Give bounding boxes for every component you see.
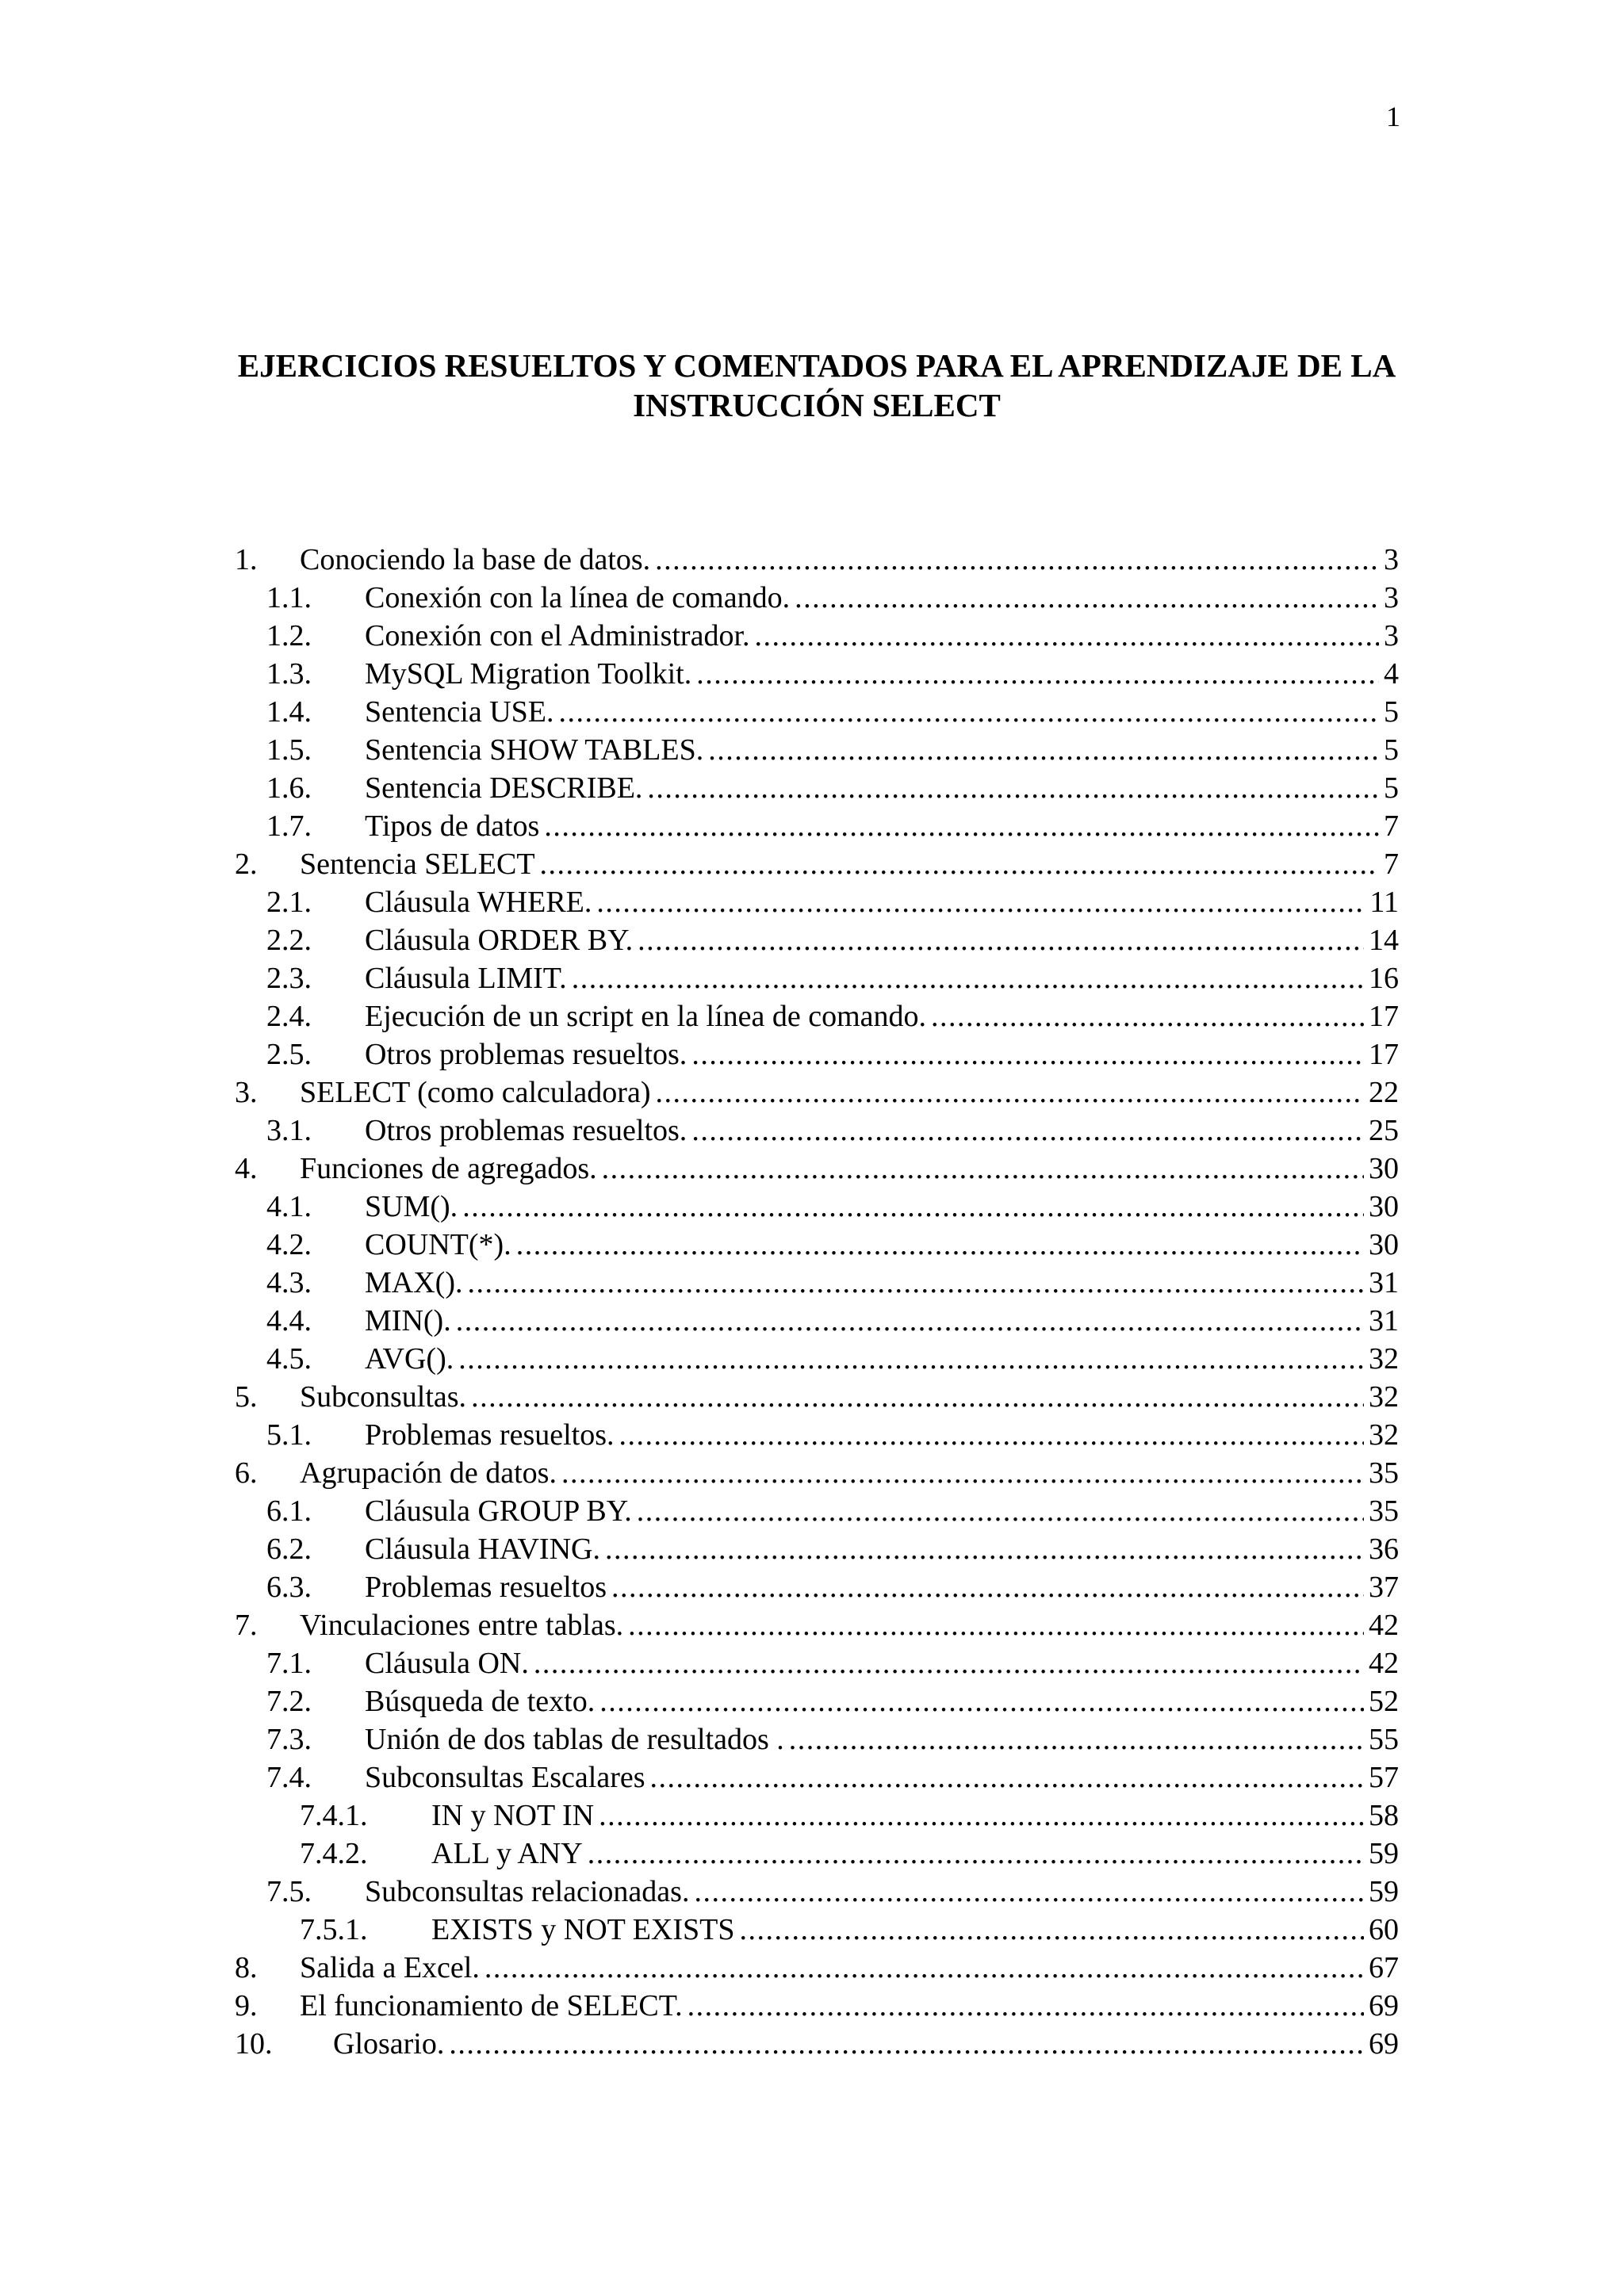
toc-dot-leader <box>516 1226 1364 1264</box>
document-title: EJERCICIOS RESUELTOS Y COMENTADOS PARA EL APRENDIZAJE DE LA INSTRUCCIÓN SELECT <box>237 347 1396 423</box>
toc-entry-number: 1.4. <box>266 695 312 729</box>
toc-entry-number: 7.5. <box>266 1875 312 1908</box>
toc-entry-label: Funciones de agregados. <box>300 1152 597 1185</box>
toc-entry-page: 36 <box>1369 1533 1399 1566</box>
toc-entry-page: 11 <box>1369 886 1399 919</box>
toc-entry-number: 4.4. <box>266 1304 312 1337</box>
toc-entry[interactable] <box>235 1835 1399 1873</box>
toc-dot-leader <box>931 997 1364 1035</box>
toc-entry-number: 7.1. <box>266 1647 312 1680</box>
toc-entry-number: 6.1. <box>266 1494 312 1528</box>
toc-entry-number: 6. <box>235 1456 258 1490</box>
toc-entry-number: 1.5. <box>266 733 312 767</box>
toc-entry[interactable] <box>235 2025 1399 2063</box>
toc-entry-page: 3 <box>1384 543 1399 576</box>
toc-entry-page: 25 <box>1369 1114 1399 1147</box>
toc-entry-number: 1.7. <box>266 809 312 843</box>
toc-dot-leader <box>708 731 1379 769</box>
toc-entry[interactable] <box>235 883 1399 921</box>
toc-entry[interactable] <box>235 1226 1399 1264</box>
toc-entry-number: 1.1. <box>266 581 312 614</box>
toc-entry-page: 3 <box>1384 581 1399 614</box>
toc-entry[interactable] <box>235 1416 1399 1454</box>
toc-entry-label: EXISTS y NOT EXISTS <box>431 1913 735 1946</box>
toc-entry-number: 1.6. <box>266 771 312 805</box>
toc-entry-number: 1.3. <box>266 657 312 691</box>
toc-dot-leader <box>638 921 1364 959</box>
toc-entry-page: 59 <box>1369 1875 1399 1908</box>
toc-entry[interactable] <box>235 541 1399 579</box>
toc-entry-number: 4. <box>235 1152 258 1185</box>
toc-entry-number: 1.2. <box>266 619 312 652</box>
toc-entry-label: Salida a Excel. <box>300 1951 480 1984</box>
toc-entry-label: IN y NOT IN <box>431 1799 595 1832</box>
toc-entry-label: Conexión con la línea de comando. <box>365 581 791 614</box>
toc-entry-page: 31 <box>1369 1304 1399 1337</box>
toc-entry-page: 17 <box>1369 1000 1399 1033</box>
toc-dot-leader <box>602 1150 1364 1188</box>
toc-entry[interactable] <box>235 845 1399 883</box>
toc-dot-leader <box>462 1188 1364 1226</box>
toc-entry-label: SELECT (como calculadora) <box>300 1076 651 1109</box>
toc-dot-leader <box>588 1835 1364 1873</box>
toc-dot-leader <box>458 1340 1364 1378</box>
toc-entry-number: 6.2. <box>266 1533 312 1566</box>
toc-entry-label: MIN(). <box>365 1304 451 1337</box>
toc-entry-number: 7.4.1. <box>300 1799 368 1832</box>
table-of-contents <box>235 541 1399 2063</box>
toc-entry-number: 4.2. <box>266 1228 312 1261</box>
toc-dot-leader <box>619 1416 1364 1454</box>
toc-entry-label: Sentencia SHOW TABLES. <box>365 733 704 767</box>
toc-entry-label: Conociendo la base de datos. <box>300 543 651 576</box>
toc-entry[interactable] <box>235 1073 1399 1112</box>
toc-dot-leader <box>605 1530 1364 1568</box>
toc-entry-page: 14 <box>1369 924 1399 957</box>
toc-entry-label: Cláusula HAVING. <box>365 1533 600 1566</box>
toc-dot-leader <box>596 883 1365 921</box>
toc-entry-label: MAX(). <box>365 1266 463 1299</box>
toc-entry[interactable] <box>235 617 1399 655</box>
toc-entry-label: Cláusula ORDER BY. <box>365 924 634 957</box>
toc-entry-page: 32 <box>1369 1342 1399 1376</box>
toc-dot-leader <box>647 769 1379 807</box>
toc-entry[interactable] <box>235 1264 1399 1302</box>
toc-entry[interactable] <box>235 921 1399 959</box>
toc-entry[interactable] <box>235 1302 1399 1340</box>
toc-dot-leader <box>691 1112 1364 1150</box>
toc-entry-page: 52 <box>1369 1685 1399 1718</box>
toc-entry-page: 35 <box>1369 1494 1399 1528</box>
toc-entry-label: Otros problemas resueltos. <box>365 1114 688 1147</box>
toc-entry-page: 5 <box>1384 771 1399 805</box>
toc-dot-leader <box>599 1682 1364 1720</box>
toc-entry-number: 4.3. <box>266 1266 312 1299</box>
toc-dot-leader <box>789 1720 1364 1758</box>
toc-entry-page: 17 <box>1369 1038 1399 1071</box>
toc-entry-page: 67 <box>1369 1951 1399 1984</box>
toc-entry-number: 10. <box>235 2027 273 2061</box>
toc-dot-leader <box>544 807 1379 845</box>
toc-entry[interactable] <box>235 1150 1399 1188</box>
toc-entry[interactable] <box>235 1873 1399 1911</box>
toc-dot-leader <box>655 541 1379 579</box>
toc-entry[interactable] <box>235 579 1399 617</box>
toc-entry[interactable] <box>235 1530 1399 1568</box>
toc-dot-leader <box>755 617 1379 655</box>
toc-entry-page: 31 <box>1369 1266 1399 1299</box>
toc-entry-label: Unión de dos tablas de resultados . <box>365 1723 784 1756</box>
toc-entry-page: 30 <box>1369 1152 1399 1185</box>
toc-entry[interactable] <box>235 959 1399 997</box>
toc-entry-page: 3 <box>1384 619 1399 652</box>
toc-entry-number: 2.5. <box>266 1038 312 1071</box>
toc-dot-leader <box>696 655 1379 693</box>
toc-entry-page: 35 <box>1369 1456 1399 1490</box>
toc-entry-label: Problemas resueltos <box>365 1571 607 1604</box>
toc-entry[interactable] <box>235 997 1399 1035</box>
toc-entry-page: 5 <box>1384 695 1399 729</box>
toc-entry-label: Cláusula LIMIT. <box>365 962 567 995</box>
toc-dot-leader <box>637 1492 1364 1530</box>
toc-entry-label: MySQL Migration Toolkit. <box>365 657 692 691</box>
toc-entry-number: 8. <box>235 1951 258 1984</box>
toc-entry-page: 42 <box>1369 1609 1399 1642</box>
toc-entry-number: 4.1. <box>266 1190 312 1223</box>
toc-entry[interactable] <box>235 1949 1399 1987</box>
toc-entry-page: 42 <box>1369 1647 1399 1680</box>
toc-dot-leader <box>449 2025 1364 2063</box>
toc-entry-label: Subconsultas. <box>300 1380 467 1414</box>
toc-entry-number: 4.5. <box>266 1342 312 1376</box>
toc-entry-number: 7.3. <box>266 1723 312 1756</box>
toc-entry-page: 30 <box>1369 1228 1399 1261</box>
toc-entry-page: 7 <box>1384 809 1399 843</box>
toc-entry-label: Ejecución de un script en la línea de comando. <box>365 1000 927 1033</box>
toc-dot-leader <box>611 1568 1364 1606</box>
toc-entry-number: 7. <box>235 1609 258 1642</box>
toc-entry-label: COUNT(*). <box>365 1228 511 1261</box>
toc-entry-number: 5.1. <box>266 1418 312 1452</box>
toc-entry-label: Cláusula WHERE. <box>365 886 592 919</box>
toc-entry[interactable] <box>235 1340 1399 1378</box>
toc-entry-number: 2.1. <box>266 886 312 919</box>
toc-entry[interactable] <box>235 807 1399 845</box>
toc-entry-number: 2.3. <box>266 962 312 995</box>
toc-dot-leader <box>599 1797 1364 1835</box>
toc-dot-leader <box>740 1911 1365 1949</box>
toc-entry[interactable] <box>235 1644 1399 1682</box>
toc-entry[interactable] <box>235 1797 1399 1835</box>
toc-entry-page: 16 <box>1369 962 1399 995</box>
toc-entry-number: 7.2. <box>266 1685 312 1718</box>
toc-entry[interactable] <box>235 1454 1399 1492</box>
toc-entry[interactable] <box>235 1758 1399 1797</box>
toc-entry-number: 7.4.2. <box>300 1837 368 1870</box>
toc-entry-label: ALL y ANY <box>431 1837 583 1870</box>
toc-entry-number: 5. <box>235 1380 258 1414</box>
toc-entry[interactable] <box>235 1492 1399 1530</box>
toc-entry-number: 3.1. <box>266 1114 312 1147</box>
toc-entry-label: Vinculaciones entre tablas. <box>300 1609 624 1642</box>
page-number: 1 <box>1386 101 1400 132</box>
toc-entry-number: 1. <box>235 543 258 576</box>
toc-entry[interactable] <box>235 1682 1399 1720</box>
toc-entry-label: El funcionamiento de SELECT. <box>300 1989 683 2022</box>
toc-entry-number: 6.3. <box>266 1571 312 1604</box>
toc-entry[interactable] <box>235 1720 1399 1758</box>
toc-entry-page: 4 <box>1384 657 1399 691</box>
toc-entry-page: 69 <box>1369 1989 1399 2022</box>
toc-dot-leader <box>650 1758 1364 1797</box>
toc-entry-page: 30 <box>1369 1190 1399 1223</box>
toc-entry[interactable] <box>235 1987 1399 2025</box>
toc-entry[interactable] <box>235 769 1399 807</box>
toc-dot-leader <box>467 1264 1364 1302</box>
toc-entry[interactable] <box>235 655 1399 693</box>
toc-entry-label: Cláusula GROUP BY. <box>365 1494 632 1528</box>
toc-entry-number: 3. <box>235 1076 258 1109</box>
toc-entry-label: Conexión con el Administrador. <box>365 619 750 652</box>
toc-entry-number: 7.4. <box>266 1761 312 1794</box>
toc-entry-label: Problemas resueltos. <box>365 1418 615 1452</box>
toc-entry[interactable] <box>235 1112 1399 1150</box>
toc-entry-label: Sentencia DESCRIBE. <box>365 771 643 805</box>
toc-entry-page: 5 <box>1384 733 1399 767</box>
toc-entry-label: Sentencia SELECT <box>300 848 535 881</box>
toc-entry-page: 22 <box>1369 1076 1399 1109</box>
toc-dot-leader <box>456 1302 1364 1340</box>
toc-entry[interactable] <box>235 1378 1399 1416</box>
toc-entry-label: Subconsultas Escalares <box>365 1761 645 1794</box>
toc-entry-page: 69 <box>1369 2027 1399 2061</box>
toc-entry-label: Agrupación de datos. <box>300 1456 557 1490</box>
toc-dot-leader <box>540 845 1379 883</box>
toc-entry-page: 37 <box>1369 1571 1399 1604</box>
toc-entry-label: Búsqueda de texto. <box>365 1685 596 1718</box>
toc-dot-leader <box>691 1035 1364 1073</box>
toc-dot-leader <box>795 579 1379 617</box>
toc-entry-label: Cláusula ON. <box>365 1647 529 1680</box>
toc-entry-page: 55 <box>1369 1723 1399 1756</box>
toc-entry-label: Tipos de datos <box>365 809 540 843</box>
toc-dot-leader <box>655 1073 1364 1112</box>
toc-entry-page: 7 <box>1384 848 1399 881</box>
toc-entry[interactable] <box>235 693 1399 731</box>
toc-dot-leader <box>561 1454 1364 1492</box>
toc-entry-page: 32 <box>1369 1380 1399 1414</box>
toc-entry-page: 59 <box>1369 1837 1399 1870</box>
toc-entry-page: 60 <box>1369 1913 1399 1946</box>
toc-entry-page: 32 <box>1369 1418 1399 1452</box>
toc-dot-leader <box>559 693 1379 731</box>
toc-entry-label: Sentencia USE. <box>365 695 554 729</box>
toc-entry-label: Subconsultas relacionadas. <box>365 1875 690 1908</box>
toc-dot-leader <box>572 959 1364 997</box>
toc-dot-leader <box>628 1606 1364 1644</box>
toc-entry[interactable] <box>235 1606 1399 1644</box>
toc-entry-number: 2.2. <box>266 924 312 957</box>
toc-dot-leader <box>694 1873 1364 1911</box>
toc-entry[interactable] <box>235 1911 1399 1949</box>
toc-dot-leader <box>485 1949 1364 1987</box>
toc-entry-page: 57 <box>1369 1761 1399 1794</box>
toc-entry[interactable] <box>235 1188 1399 1226</box>
toc-entry-number: 2. <box>235 848 258 881</box>
toc-entry[interactable] <box>235 731 1399 769</box>
toc-entry-number: 2.4. <box>266 1000 312 1033</box>
toc-entry-label: Otros problemas resueltos. <box>365 1038 688 1071</box>
toc-entry[interactable] <box>235 1568 1399 1606</box>
toc-entry-label: SUM(). <box>365 1190 458 1223</box>
toc-dot-leader <box>471 1378 1364 1416</box>
toc-entry-number: 7.5.1. <box>300 1913 368 1946</box>
toc-entry-page: 58 <box>1369 1799 1399 1832</box>
toc-entry-label: Glosario. <box>333 2027 445 2061</box>
toc-entry[interactable] <box>235 1035 1399 1073</box>
toc-dot-leader <box>534 1644 1364 1682</box>
toc-dot-leader <box>688 1987 1364 2025</box>
toc-entry-label: AVG(). <box>365 1342 454 1376</box>
toc-entry-number: 9. <box>235 1989 258 2022</box>
